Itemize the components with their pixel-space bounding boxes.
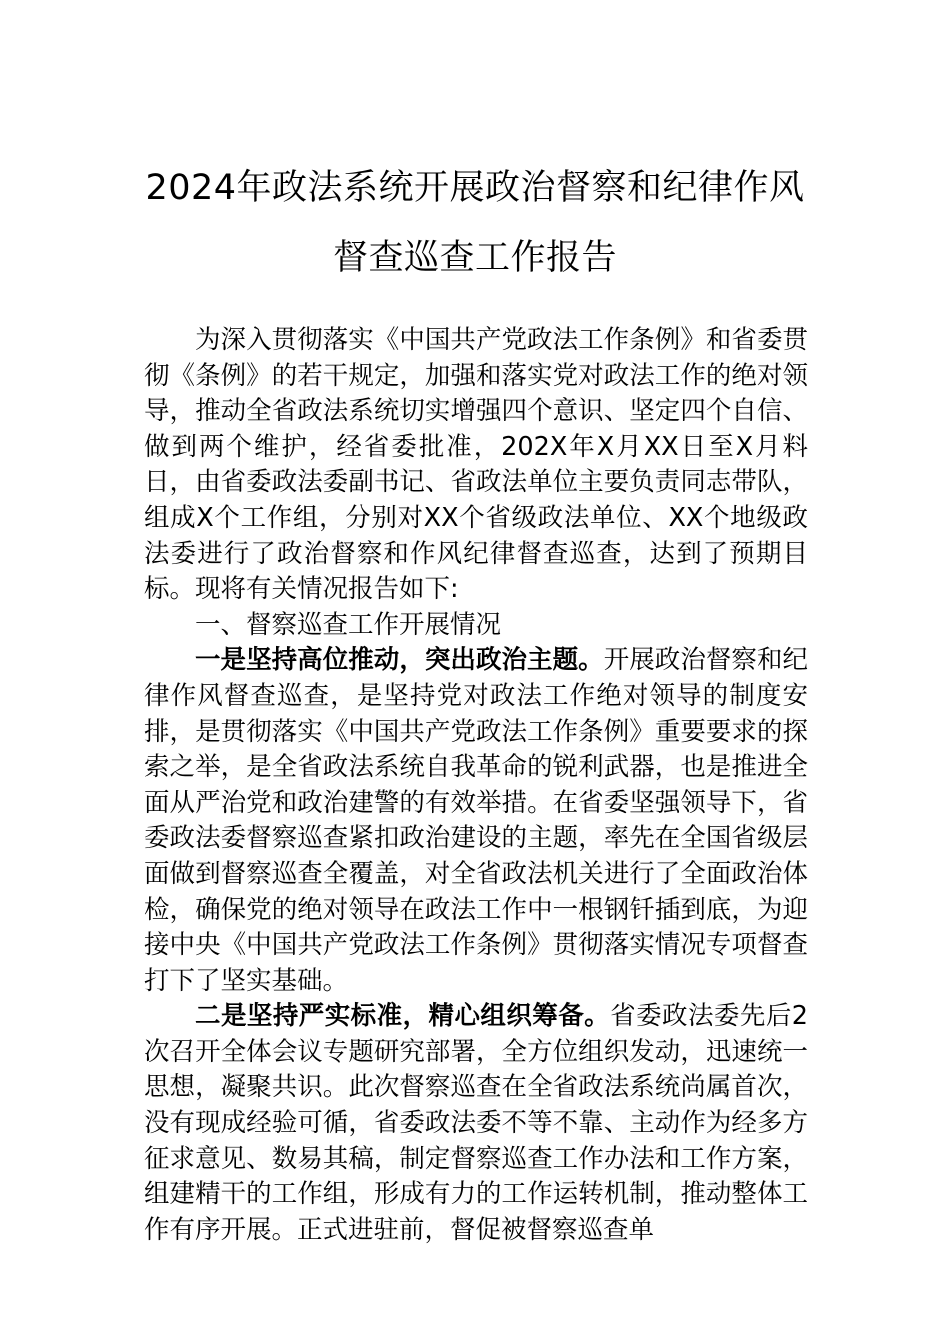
paragraph-point-1-lead: 一是坚持高位推动，突出政治主题。: [195, 645, 604, 676]
section-heading-1: [144, 608, 808, 644]
paragraph-point-2: [144, 999, 808, 1248]
section-heading-1-text: 一、督察巡查工作开展情况: [195, 609, 502, 640]
paragraph-point-1-text: 开展政治督察和纪律作风督查巡查，是坚持党对政法工作绝对领导的制度安排，是贯彻落实《中国共产党政法工作条例》重要要求的探索之举，是全省政法系统自我革命的锐利武器，也是推进全面从严治党和政治建警的有效举措。在省委坚强领导下，省委政法委督察巡查紧扣政治建设的主题，率先在全国省级层面做到督察巡查全覆盖，对全省政法机关进行了全面政治体检，确保党的绝对领导在政法工作中一根钢钎插到底，为迎接中央《中国共产党政法工作条例》贯彻落实情况专项督查打下了坚实基础。: [144, 645, 808, 996]
paragraph-intro: [144, 323, 808, 608]
paragraph-point-2-lead: 二是坚持严实标准，精心组织筹备。: [195, 1001, 611, 1032]
paragraph-point-1: [144, 643, 808, 999]
document-body: [144, 323, 808, 1248]
document-title-line-1: 2024年政法系统开展政治督察和纪律作风: [145, 168, 805, 208]
paragraph-point-2-text: 省委政法委先后2次召开全体会议专题研究部署，全方位组织发动，迅速统一思想，凝聚共识。此次督察巡查在全省政法系统尚属首次，没有现成经验可循，省委政法委不等不靠、主动作为经多方征求意见、数易其稿，制定督察巡查工作办法和工作方案，组建精干的工作组，形成有力的工作运转机制，推动整体工作有序开展。正式进驻前，督促被督察巡查单: [144, 1001, 808, 1245]
document-title-line-2: 督查巡查工作报告: [332, 238, 617, 278]
paragraph-intro-text: 为深入贯彻落实《中国共产党政法工作条例》和省委贯彻《条例》的若干规定，加强和落实党对政法工作的绝对领导，推动全省政法系统切实增强四个意识、坚定四个自信、做到两个维护，经省委批准，202X年X月XX日至X月料日，由省委政法委副书记、省政法单位主要负责同志带队，组成X个工作组，分别对XX个省级政法单位、XX个地级政法委进行了政治督察和作风纪律督查巡查，达到了预期目标。现将有关情况报告如下:: [144, 325, 808, 605]
